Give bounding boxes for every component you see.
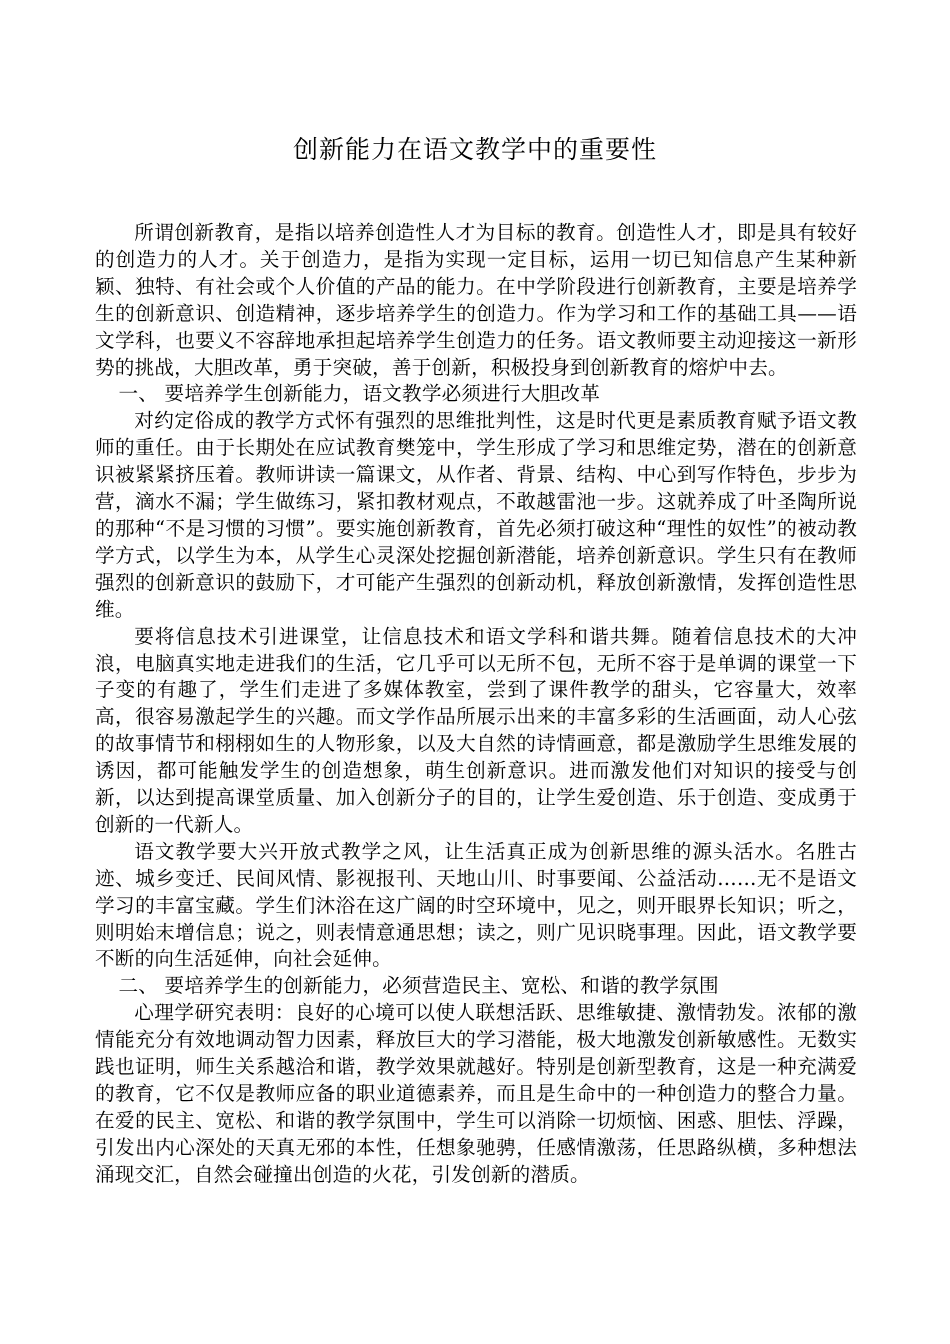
paragraph-open-teaching: 语文教学要大兴开放式教学之风，让生活真正成为创新思维的源头活水。名胜古迹、城乡变迁、民间风情、影视报刊、天地山川、时事要闻、公益活动……无不是语文学习的丰富宝藏。学生们沐浴在这广阔的时空环境中，见之，则开眼界长知识；听之，则明始末增信息；说之，则表情意通思想；读之，则广见识晓事理。因此，语文教学要不断的向生活延伸，向社会延伸。 [95, 839, 857, 971]
document-title: 创新能力在语文教学中的重要性 [292, 135, 657, 164]
section-heading-2: 二、 要培养学生的创新能力，必须营造民主、宽松、和谐的教学氛围 [118, 974, 719, 998]
paragraph-information-technology: 要将信息技术引进课堂，让信息技术和语文学科和谐共舞。随着信息技术的大冲浪，电脑真实地走进我们的生活，它几乎可以无所不包，无所不容于是单调的课堂一下子变的有趣了，学生们走进了多媒体教室，尝到了课件教学的甜头，它容量大，效率高，很容易激起学生的兴趣。而文学作品所展示出来的丰富多彩的生活画面，动人心弦的故事情节和栩栩如生的人物形象，以及大自然的诗情画意，都是激励学生思维发展的诱因，都可能触发学生的创造想象，萌生创新意识。进而激发他们对知识的接受与创新，以达到提高课堂质量、加入创新分子的目的，让学生爱创造、乐于创造、变成勇于创新的一代新人。 [95, 624, 857, 836]
document-body [95, 220, 857, 1189]
paragraph-psychology: 心理学研究表明：良好的心境可以使人联想活跃、思维敏捷、激情勃发。浓郁的激情能充分有效地调动智力因素，释放巨大的学习潜能，极大地激发创新敏感性。无数实践也证明，师生关系越洽和谐，教学效果就越好。特别是创新型教育，这是一种充满爱的教育，它不仅是教师应备的职业道德素养，而且是生命中的一种创造力的整合力量。在爱的民主、宽松、和谐的教学氛围中，学生可以消除一切烦恼、困惑、胆怯、浮躁，引发出内心深处的天真无邪的本性，任想象驰骋，任感情激荡，任思路纵横，多种想法涌现交汇，自然会碰撞出创造的火花，引发创新的潜质。 [95, 1001, 857, 1186]
paragraph-intro: 所谓创新教育，是指以培养创造性人才为目标的教育。创造性人才，即是具有较好的创造力的人才。关于创造力，是指为实现一定目标，运用一切已知信息产生某种新颖、独特、有社会或个人价值的产品的能力。在中学阶段进行创新教育，主要是培养学生的创新意识、创造精神，逐步培养学生的创造力。作为学习和工作的基础工具——语文学科，也要义不容辞地承担起培养学生创造力的任务。语文教师要主动迎接这一新形势的挑战，大胆改革，勇于突破，善于创新，积极投身到创新教育的熔炉中去。 [95, 221, 857, 379]
paragraph-reform: 对约定俗成的教学方式怀有强烈的思维批判性，这是时代更是素质教育赋予语文教师的重任。由于长期处在应试教育樊笼中，学生形成了学习和思维定势，潜在的创新意识被紧紧挤压着。教师讲读一篇课文，从作者、背景、结构、中心到写作特色，步步为营，滴水不漏；学生做练习，紧扣教材观点，不敢越雷池一步。这就养成了叶圣陶所说的那种“不是习惯的习惯”。要实施创新教育，首先必须打破这种“理性的奴性”的被动教学方式，以学生为本，从学生心灵深处挖掘创新潜能，培养创新意识。学生只有在教师强烈的创新意识的鼓励下，才可能产生强烈的创新动机，释放创新激情，发挥创造性思维。 [95, 409, 857, 621]
section-heading-1: 一、 要培养学生创新能力，语文教学必须进行大胆改革 [118, 382, 600, 406]
